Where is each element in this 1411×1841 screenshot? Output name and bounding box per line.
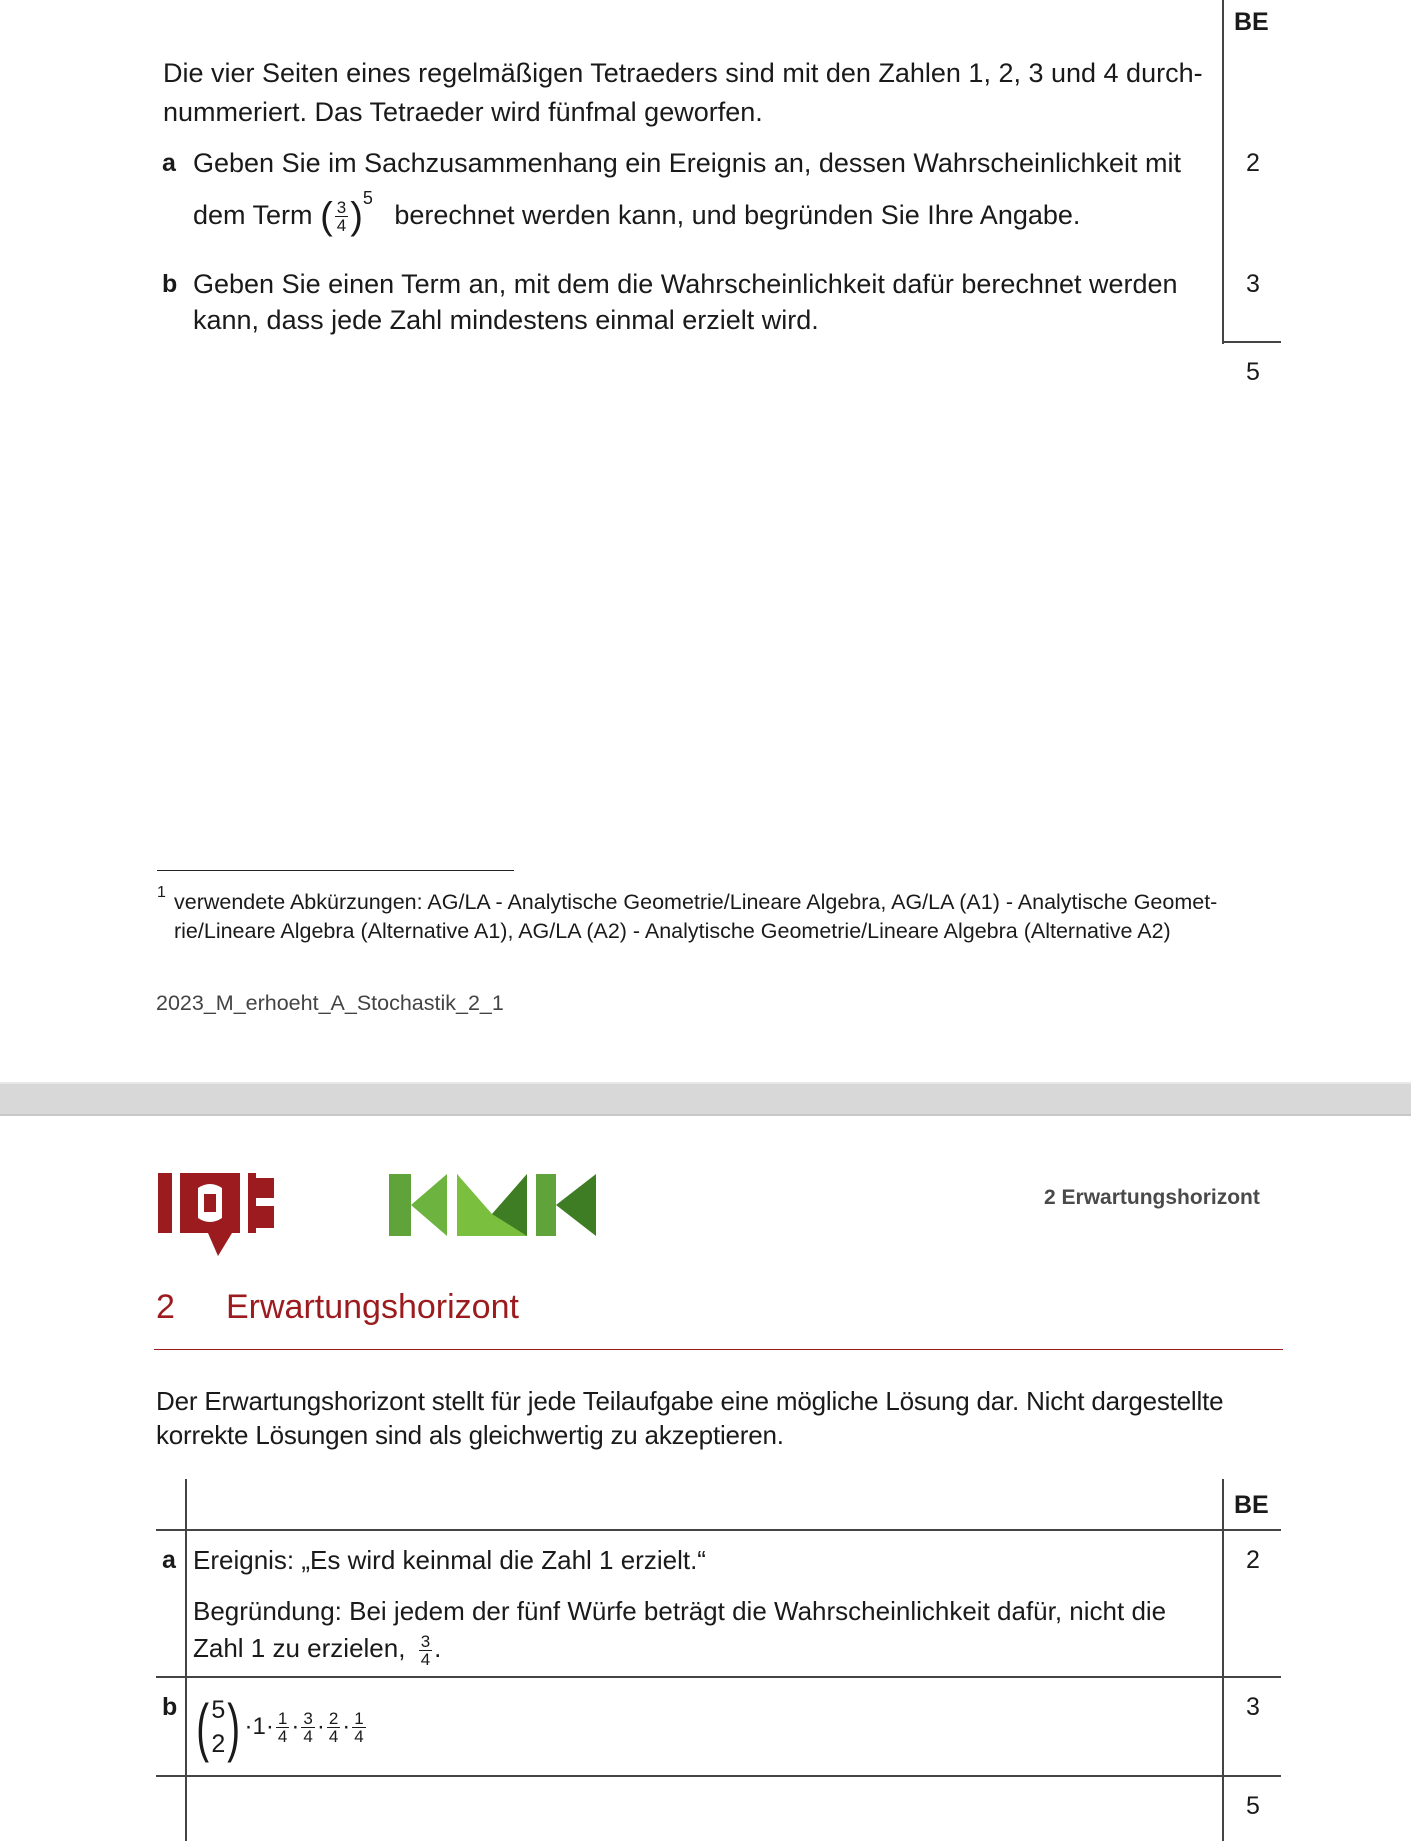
table-rule-b [156,1775,1281,1777]
task-intro-line2: nummeriert. Das Tetraeder wird fünfmal geworfen. [163,97,763,127]
dot-3: · [291,1713,300,1740]
row-b-term [192,1687,368,1767]
exponent: 5 [362,188,373,208]
fraction-three-quarters: $\frac{3}{4}$ [336,198,347,236]
solution-page [0,1116,1411,1841]
task-a-points: 2 [1246,149,1260,177]
footnote-line2: rie/Lineare Algebra (Alternative A1), AG/LA (A2) - Analytische Geometrie/Lineare Algebra (Alternative A2) [174,919,1171,943]
table-rule-header [156,1529,1281,1531]
binom-bottom: 2 [211,1730,226,1758]
table-rule-a [156,1676,1281,1678]
solution-intro-line2: korrekte Lösungen sind als gleichwertig zu akzeptieren. [156,1420,784,1450]
table-left-rule [185,1479,187,1841]
be-total-rule [1222,341,1281,343]
binom-left-paren: ( [196,1691,210,1763]
binom-right-paren: ) [227,1691,241,1763]
task-a-line2 [193,188,1081,238]
fraction-2: $\frac{3}{4}$ [303,1708,313,1746]
row-a-letter: a [162,1546,176,1574]
row-a-reason-line2 [193,1630,441,1668]
left-paren: ( [320,195,333,238]
row-a-reason-line1: Begründung: Bei jedem der fünf Würfe beträgt die Wahrscheinlichkeit dafür, nicht die [193,1596,1167,1626]
section-title: Erwartungshorizont [226,1288,519,1326]
task-a-line1: Geben Sie im Sachzusammenhang ein Ereignis an, dessen Wahrscheinlichkeit mit [193,148,1181,178]
task-a-term-label: dem Term [193,200,313,230]
factor-one: 1 [252,1713,266,1740]
task-b-line1: Geben Sie einen Term an, mit dem die Wahrscheinlichkeit dafür berechnet werden [193,269,1178,299]
footnote-line1: verwendete Abkürzungen: AG/LA - Analytische Geometrie/Lineare Algebra, AG/LA (A1) - Analytische Geomet- [174,890,1218,914]
section-rule [154,1349,1283,1350]
dot-2: · [265,1713,274,1740]
fraction-3: $\frac{2}{4}$ [328,1708,339,1746]
task-b-points: 3 [1246,270,1260,298]
document-filename: 2023_M_erhoeht_A_Stochastik_2_1 [156,991,504,1015]
task-a-letter: a [162,149,176,177]
row-a-event: Ereignis: „Es wird keinmal die Zahl 1 erzielt.“ [193,1545,706,1575]
fraction-4: $\frac{1}{4}$ [354,1708,364,1746]
row-a-fraction: $\frac{3}{4}$ [420,1631,431,1669]
footnote-marker: 1 [157,884,166,901]
kmk-logo [389,1174,596,1236]
section-number: 2 [156,1288,175,1326]
task-intro-line1: Die vier Seiten eines regelmäßigen Tetraeders sind mit den Zahlen 1, 2, 3 und 4 durch- [163,58,1203,88]
running-head: 2 Erwartungshorizont [1044,1186,1260,1209]
binom-top: 5 [211,1696,226,1724]
iqb-logo [158,1168,334,1260]
solution-intro-line1: Der Erwartungshorizont stellt für jede Teilaufgabe eine mögliche Lösung dar. Nicht dargestellte [156,1386,1224,1416]
fraction-1: $\frac{1}{4}$ [277,1708,288,1746]
dot-1: · [244,1713,253,1740]
footnote-rule [157,870,514,871]
task-b-letter: b [162,270,178,298]
task-a-line2-rest: berechnet werden kann, und begründen Sie Ihre Angabe. [394,200,1081,230]
row-a-points: 2 [1246,1546,1260,1574]
right-paren: ) [350,195,363,238]
be-column-header: BE [1234,8,1269,36]
total-points: 5 [1246,358,1260,386]
task-b-line2: kann, dass jede Zahl mindestens einmal erzielt wird. [193,305,819,335]
table-total-points: 5 [1246,1792,1260,1820]
row-b-letter: b [162,1693,178,1721]
binomial-coefficient [211,1693,225,1761]
table-be-header: BE [1234,1491,1269,1519]
dot-4: · [316,1713,325,1740]
row-b-points: 3 [1246,1693,1260,1721]
be-column-divider [1222,0,1224,344]
page-separator [0,1082,1411,1116]
table-be-rule [1222,1479,1224,1841]
dot-5: · [342,1713,351,1740]
row-a-period: . [434,1633,442,1663]
row-a-reason-text: Zahl 1 zu erzielen, [193,1633,406,1663]
